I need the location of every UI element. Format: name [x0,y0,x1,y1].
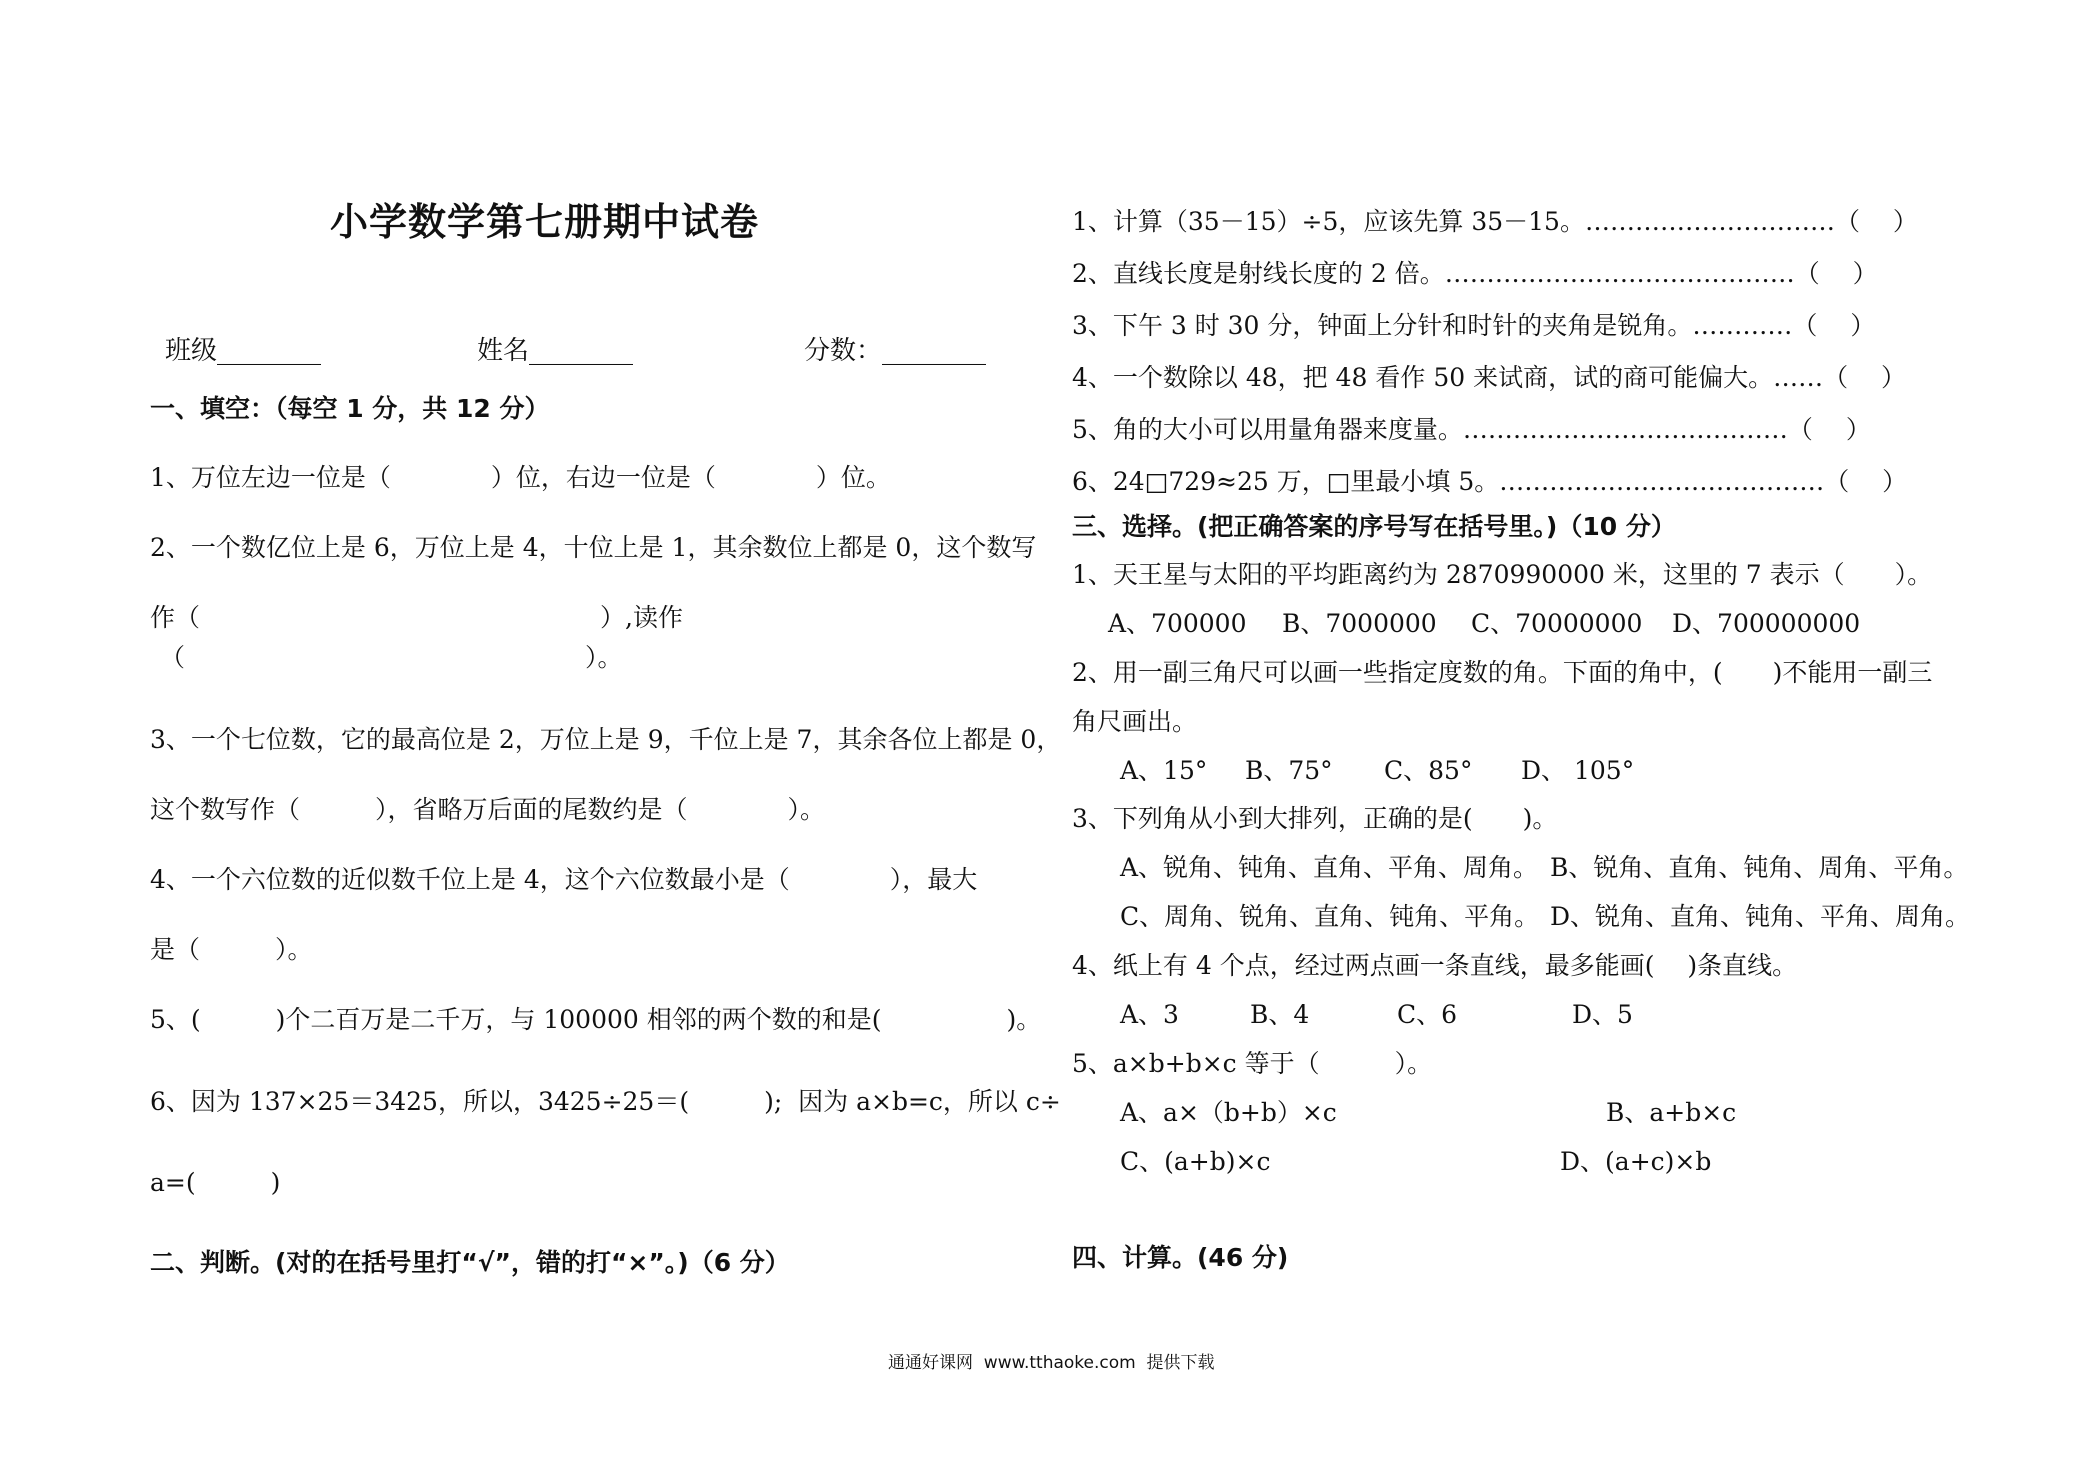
s3-q4-option-b: B、4 [1250,1000,1310,1029]
s3-q5-option-b: B、a+b×c [1606,1098,1737,1127]
section-4-heading: 四、计算。(46 分) [1072,1243,1289,1272]
s1-question-6b: a=( ) [150,1168,281,1197]
s3-q2-option-d: D、 105° [1521,756,1635,785]
s3-question-3: 3、下列角从小到大排列，正确的是( )。 [1072,804,1558,833]
s3-q3-option-c: C、周角、锐角、直角、钝角、平角。 [1120,902,1540,931]
s1-question-4a: 4、一个六位数的近似数千位上是 4，这个六位数最小是（ ），最大 [150,865,978,894]
s3-question-2b: 角尺画出。 [1072,707,1198,736]
s3-question-1: 1、天王星与太阳的平均距离约为 2870990000 米，这里的 7 表示（ ）。 [1072,560,1933,589]
s3-question-4: 4、纸上有 4 个点，经过两点画一条直线，最多能画( )条直线。 [1072,951,1798,980]
s2-item-6: 6、24□729≈25 万，□里最小填 5。…………………………………（ ） [1072,467,1908,496]
s3-q1-option-a: A、700000 [1108,609,1247,638]
s1-question-5: 5、( )个二百万是二千万，与 100000 相邻的两个数的和是( )。 [150,1005,1042,1034]
s3-q2-option-a: A、15° [1120,756,1208,785]
s3-q1-option-b: B、7000000 [1282,609,1437,638]
s3-q3-option-a: A、锐角、钝角、直角、平角、周角。 [1120,853,1539,882]
page-title: 小学数学第七册期中试卷 [330,200,760,244]
s1-question-3a: 3、一个七位数，它的最高位是 2，万位上是 9，千位上是 7，其余各位上都是 0， [150,725,1062,754]
s2-item-2: 2、直线长度是射线长度的 2 倍。……………………………………（ ） [1072,259,1878,288]
s1-question-2a: 2、一个数亿位上是 6，万位上是 4，十位上是 1，其余数位上都是 0，这个数写 [150,533,1037,562]
s1-question-1: 1、万位左边一位是（ ）位，右边一位是（ ）位。 [150,463,891,492]
section-3-heading: 三、选择。(把正确答案的序号写在括号里。)（10 分） [1072,512,1676,541]
s1-question-2c: （ ）。 [160,643,623,672]
s2-item-4: 4、一个数除以 48，把 48 看作 50 来试商，试的商可能偏大。……（ ） [1072,363,1907,392]
score-field: 分数：________ [804,336,987,366]
s3-q3-option-b: B、锐角、直角、钝角、周角、平角。 [1550,853,1969,882]
s3-q3-option-d: D、锐角、直角、钝角、平角、周角。 [1550,902,1971,931]
s3-q4-option-d: D、5 [1572,1000,1633,1029]
s3-q1-option-d: D、700000000 [1672,609,1861,638]
s3-q5-option-d: D、(a+c)×b [1560,1147,1712,1176]
s1-question-2b: 作（ ）,读作 [150,603,683,632]
s3-q4-option-c: C、6 [1397,1000,1458,1029]
s3-q2-option-b: B、75° [1245,756,1333,785]
s3-question-5: 5、a×b+b×c 等于（ ）。 [1072,1049,1433,1078]
s3-question-2a: 2、用一副三角尺可以画一些指定度数的角。下面的角中，( )不能用一副三 [1072,658,1933,687]
s2-item-5: 5、角的大小可以用量角器来度量。…………………………………（ ） [1072,415,1871,444]
s2-item-3: 3、下午 3 时 30 分，钟面上分针和时针的夹角是锐角。…………（ ） [1072,311,1876,340]
s1-question-4b: 是（ ）。 [150,935,313,964]
s3-q2-option-c: C、85° [1384,756,1473,785]
s1-question-3b: 这个数写作（ ），省略万后面的尾数约是（ ）。 [150,795,826,824]
section-2-heading: 二、判断。(对的在括号里打“√”，错的打“×”。)（6 分） [150,1248,790,1277]
s1-question-6a: 6、因为 137×25＝3425，所以，3425÷25＝( ); 因为 a×b=c，所以 c÷ [150,1087,1061,1116]
section-1-heading: 一、填空：（每空 1 分，共 12 分） [150,394,550,423]
footer-credit: 通通好课网 www.tthaoke.com 提供下载 [888,1353,1215,1373]
s3-q4-option-a: A、3 [1120,1000,1179,1029]
s3-q1-option-c: C、70000000 [1471,609,1643,638]
s2-item-1: 1、计算（35－15）÷5，应该先算 35－15。…………………………（ ） [1072,207,1918,236]
name-field: 姓名________ [477,336,634,366]
class-field: 班级________ [165,336,322,366]
s3-q5-option-a: A、a×（b+b）×c [1120,1098,1337,1127]
s3-q5-option-c: C、(a+b)×c [1120,1147,1271,1176]
